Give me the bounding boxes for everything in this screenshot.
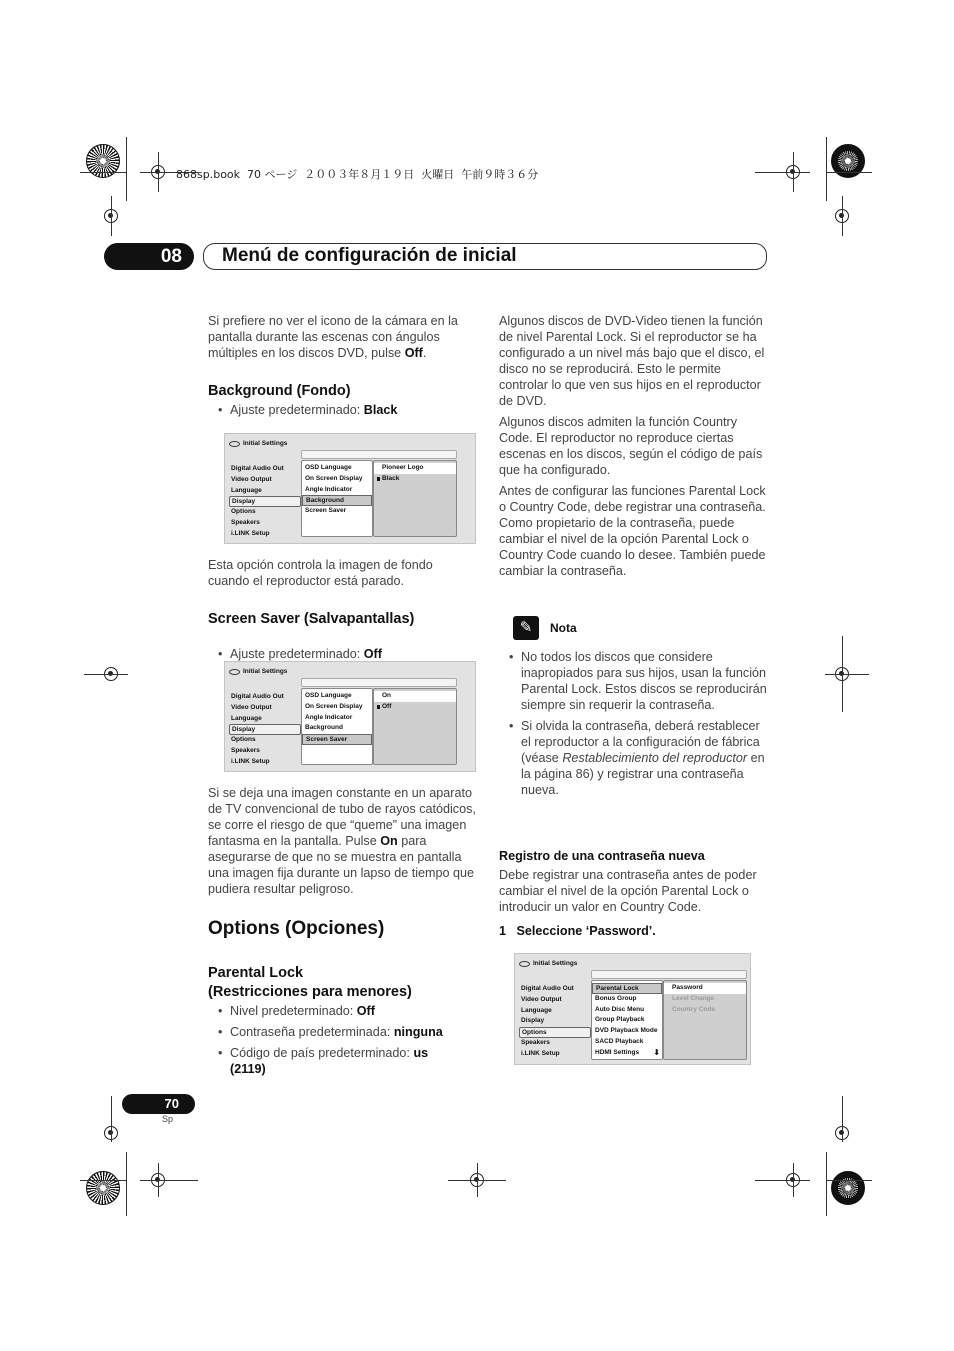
osd-value-option-current[interactable]: Off: [374, 702, 456, 713]
scroll-down-arrow-icon[interactable]: ⬇: [653, 1047, 660, 1057]
osd-menu-item-selected[interactable]: Options: [519, 1027, 591, 1038]
osd-submenu-item-selected[interactable]: Parental Lock: [592, 983, 662, 994]
crop-line: [826, 137, 827, 201]
osd-menu-item[interactable]: i.LINK Setup: [521, 1049, 560, 1057]
osd-submenu-item[interactable]: OSD Language: [305, 464, 352, 471]
osd-submenu-item[interactable]: On Screen Display: [305, 474, 363, 482]
osd-menu-item-selected[interactable]: Display: [229, 496, 301, 507]
registration-sunburst-bottom-left: [86, 1171, 120, 1205]
print-book-line: 868sp.book 70 ページ ２００３年８月１９日 火曜日 午前９時３６分: [176, 168, 539, 181]
background-description: Esta opción controla la imagen de fondo cuando el reproductor está parado.: [208, 558, 433, 588]
osd-submenu-item[interactable]: Group Playback: [595, 1016, 645, 1024]
osd-value-option-disabled: Country Code: [672, 1005, 715, 1013]
osd-values: [663, 980, 747, 1060]
note-list: [499, 649, 767, 798]
crop-line: [842, 196, 843, 236]
crop-line: [477, 1163, 478, 1197]
page-number: 70: [122, 1094, 195, 1114]
osd-menu-item[interactable]: Options: [231, 508, 256, 516]
osd-menu-item-selected[interactable]: Display: [229, 724, 301, 735]
osd-submenu-item[interactable]: OSD Language: [305, 692, 352, 699]
parental-lock-heading: Parental Lock (Restricciones para menores): [208, 965, 412, 1000]
osd-topbar: [591, 970, 747, 979]
background-heading: Background (Fondo): [208, 383, 351, 399]
right-column: [499, 313, 767, 579]
osd-menu-item[interactable]: Display: [521, 1017, 545, 1025]
crop-line: [842, 636, 843, 712]
disc-icon: [229, 441, 240, 447]
pencil-note-icon: ✎: [513, 616, 539, 640]
osd-menu-item[interactable]: Digital Audio Out: [231, 465, 284, 472]
osd-topbar: [301, 450, 457, 459]
language-code: Sp: [162, 1114, 174, 1124]
osd-menu-item[interactable]: Speakers: [231, 518, 260, 526]
country-code-paragraph: Algunos discos admiten la función Country Code. El reproductor no reproduce ciertas escenas en los discos, según el código de país que ha configurado.: [499, 415, 763, 477]
list-item: • Código de país predeterminado: us (2119): [208, 1045, 450, 1077]
crop-line: [826, 172, 872, 173]
osd-menu-item[interactable]: Options: [231, 736, 256, 744]
osd-title: Initial Settings: [519, 960, 577, 967]
osd-menu-item[interactable]: Language: [231, 486, 262, 494]
osd-submenu-item[interactable]: Angle Indicator: [305, 713, 353, 721]
crop-line: [158, 1163, 159, 1197]
osd-menu-item[interactable]: Speakers: [521, 1038, 550, 1046]
crop-line: [793, 1163, 794, 1197]
osd-submenu-item-selected[interactable]: Screen Saver: [302, 734, 372, 745]
note-label: Nota: [550, 621, 577, 635]
disc-icon: [519, 961, 530, 967]
osd-value-option[interactable]: Password: [664, 983, 746, 994]
crop-line: [826, 1152, 827, 1216]
osd-menu-item[interactable]: Language: [231, 714, 262, 722]
list-item: • No todos los discos que considere inapropiados para sus hijos, usan la función Parental Lock. Estos discos se reproducirán siempre sin requerir la contraseña.: [499, 649, 767, 713]
list-item: • Si olvida la contraseña, deberá restablecer el reproductor a la configuración de fábrica (véase Restablecimiento del reproductor en la página 86) y registrar una contraseña nueva.: [499, 718, 767, 798]
osd-value-option[interactable]: Pioneer Logo: [374, 463, 456, 474]
osd-main-menu: [229, 692, 301, 768]
list-item: • Contraseña predeterminada: ninguna: [208, 1024, 476, 1040]
crop-line: [84, 674, 128, 675]
crop-line: [140, 1180, 198, 1181]
parental-defaults-list: [208, 1003, 476, 1077]
osd-menu-item[interactable]: Video Output: [231, 703, 272, 711]
osd-submenu-item[interactable]: Auto Disc Menu: [595, 1005, 645, 1013]
disc-icon: [229, 669, 240, 675]
osd-topbar: [301, 678, 457, 687]
osd-submenu-item[interactable]: HDMI Settings ⬇: [595, 1047, 660, 1057]
crop-line: [825, 674, 869, 675]
osd-menu-item[interactable]: Digital Audio Out: [521, 985, 574, 992]
crop-line: [126, 137, 127, 201]
osd-value-option-disabled: Level Change: [672, 994, 715, 1002]
screensaver-description: Si se deja una imagen constante en un aparato de TV convencional de tubo de rayos catódicos, se corre el riesgo de que “queme” una imagen fantasma en la pantalla. Pulse On para asegurarse de que no se muestra en pantalla una imagen fija durante un lapso de tiempo que pudiera resultar peligroso.: [208, 786, 476, 896]
list-item: • Nivel predeterminado: Off: [208, 1003, 476, 1019]
crop-line: [755, 172, 810, 173]
osd-submenu-item-selected[interactable]: Background: [302, 495, 372, 506]
crop-line: [80, 1180, 126, 1181]
crop-line: [826, 1180, 872, 1181]
crop-line: [126, 1152, 127, 1216]
screensaver-default: • Ajuste predeterminado: Off: [208, 646, 498, 662]
osd-menu-item[interactable]: Language: [521, 1006, 552, 1014]
osd-values: [373, 688, 457, 765]
osd-submenu: [301, 460, 373, 537]
options-heading: Options (Opciones): [208, 918, 385, 939]
password-paragraph: Antes de configurar las funciones Parental Lock o Country Code, debe registrar una contraseña. Como propietario de la contraseña, puede cambiar el nivel de la opción Parental Lock o Country Code cuando lo desee. También puede cambiar la contraseña.: [499, 484, 766, 578]
crop-line: [111, 1096, 112, 1142]
osd-background-screen: [224, 433, 476, 544]
step-1: 1 Seleccione ‘Password’.: [499, 924, 656, 938]
registration-sunburst-bottom-right: [831, 1171, 865, 1205]
parental-intro-paragraph: Algunos discos de DVD-Video tienen la función de nivel Parental Lock. Si el reproductor se ha configurado a un nivel más bajo que el disco, el disco no se reproducirá. Esto le permite controlar lo que ven sus hijos en el reproductor de DVD.: [499, 314, 765, 408]
crop-line: [842, 1096, 843, 1142]
crop-line: [80, 172, 126, 173]
osd-submenu-item[interactable]: On Screen Display: [305, 702, 363, 710]
crop-line: [111, 196, 112, 236]
osd-submenu: [591, 980, 663, 1060]
chapter-number: 08: [104, 243, 194, 270]
crop-line: [793, 152, 794, 192]
osd-main-menu: [229, 464, 301, 540]
crop-line: [158, 152, 159, 192]
osd-value-option-current[interactable]: Black: [374, 474, 456, 485]
osd-submenu-item[interactable]: DVD Playback Mode: [595, 1027, 658, 1035]
intro-paragraph: Si prefiere no ver el icono de la cámara en la pantalla durante las escenas con ángulos múltiples en los discos DVD, pulse Off.: [208, 314, 458, 360]
osd-main-menu: [519, 984, 591, 1060]
osd-menu-item[interactable]: i.LINK Setup: [231, 529, 270, 537]
crop-line: [755, 1180, 810, 1181]
chapter-title: Menú de configuración de inicial: [222, 245, 517, 266]
osd-options-screen: [514, 953, 751, 1065]
osd-values: [373, 460, 457, 537]
osd-menu-item[interactable]: i.LINK Setup: [231, 757, 270, 765]
osd-title: Initial Settings: [229, 440, 287, 447]
screensaver-heading: Screen Saver (Salvapantallas): [208, 611, 415, 627]
osd-screensaver-screen: [224, 661, 476, 772]
osd-submenu: [301, 688, 373, 765]
osd-menu-item[interactable]: Video Output: [231, 475, 272, 483]
osd-menu-item[interactable]: Speakers: [231, 746, 260, 754]
background-default: • Ajuste predeterminado: Black: [208, 402, 498, 418]
register-password-heading: Registro de una contraseña nueva: [499, 849, 705, 863]
osd-menu-item[interactable]: Digital Audio Out: [231, 693, 284, 700]
osd-submenu-item[interactable]: Screen Saver: [305, 507, 347, 515]
osd-submenu-item[interactable]: Angle Indicator: [305, 485, 353, 493]
osd-submenu-item[interactable]: SACD Playback: [595, 1037, 644, 1045]
osd-value-option[interactable]: On: [374, 691, 456, 702]
osd-submenu-item[interactable]: Background: [305, 724, 343, 732]
left-column: [208, 313, 476, 361]
osd-menu-item[interactable]: Video Output: [521, 995, 562, 1003]
register-password-text: Debe registrar una contraseña antes de poder cambiar el nivel de la opción Parental Lock o introducir un valor en Country Code.: [499, 868, 757, 914]
osd-title: Initial Settings: [229, 668, 287, 675]
osd-submenu-item[interactable]: Bonus Group: [595, 994, 637, 1002]
